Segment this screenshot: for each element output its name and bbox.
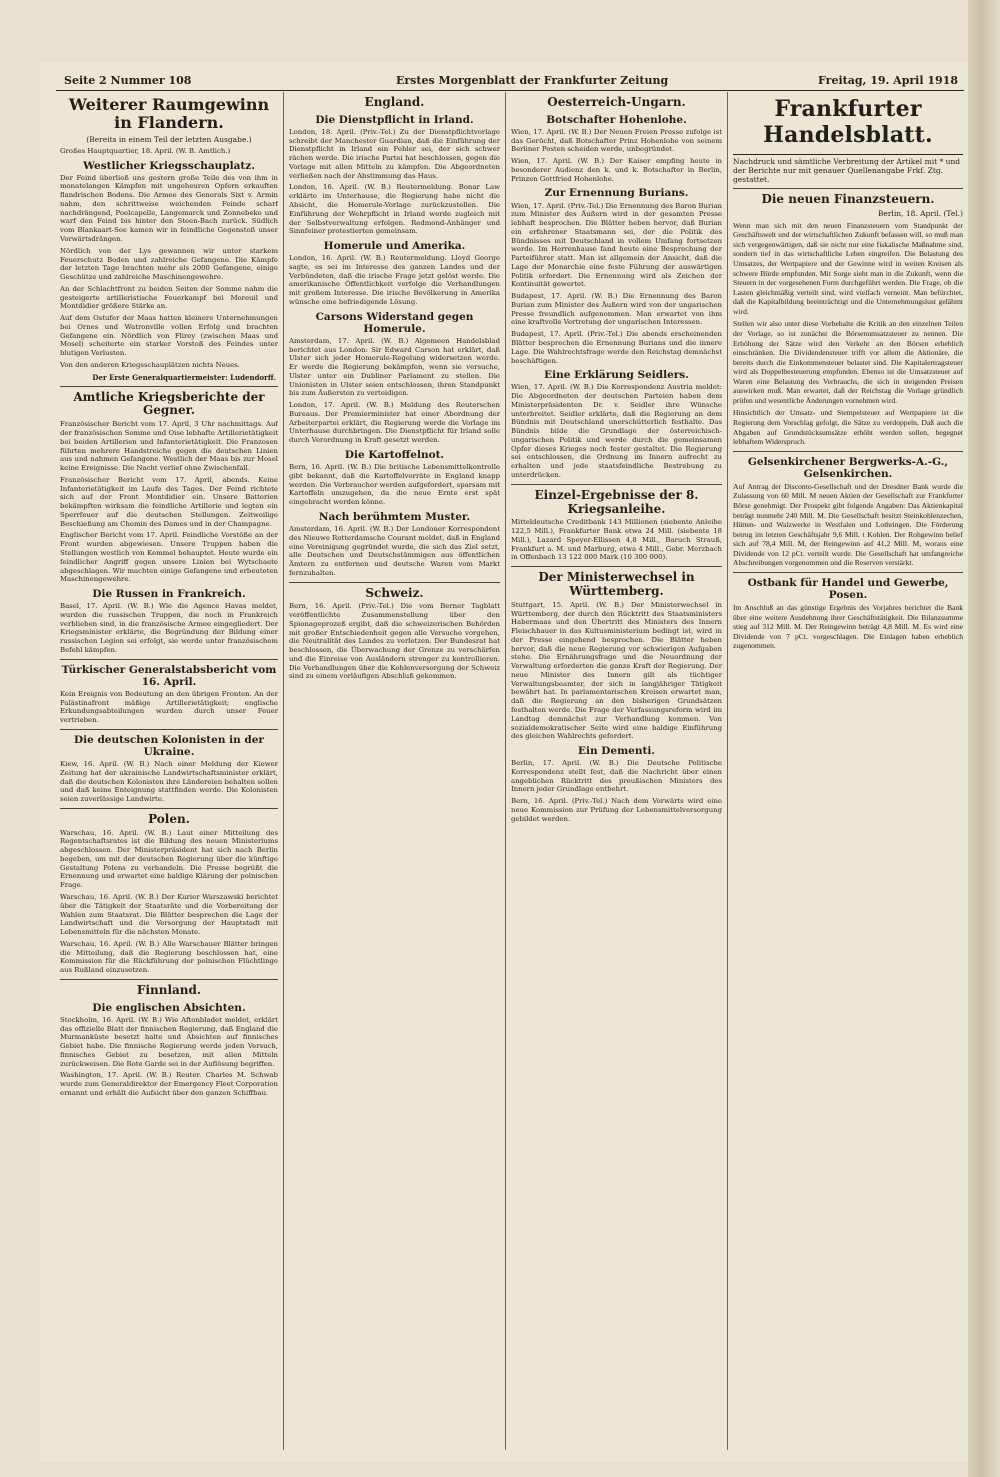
subheading: Die Dienstpflicht in Irland. — [315, 113, 474, 126]
headline: Die neuen Finanzsteuern. — [733, 188, 963, 207]
page-number: Seite 2 Nummer 108 — [64, 74, 192, 87]
page-edge — [968, 0, 1000, 1477]
subheading: Carsons Widerstand gegen Homerule. — [315, 310, 474, 335]
edition-title: Erstes Morgenblatt der Frankfurter Zeitung — [396, 74, 669, 87]
subheading: Ein Dementi. — [578, 745, 655, 758]
paragraph: Stellen wir also unter diese Vorbehalte die Kritik an den einzelnen Teilen der Vorlage, so ist zunächst die Börsenumsatzsteuer zu nennen. Die Erhöhung der Sätze wird den Verkehr an den Börsen erheblich einschränken. Die Dividendensteuer trifft vor allem die Aktionäre, die bereits durch die Einkommensteuer belastet sind. Die Kapitalertragsteuer wird als Doppelbesteuerung empfunden. Ebenso ist die Umsatzsteuer auf Waren eine Belastung des Verbrauchs, die sich in steigenden Preisen auswirken muß. Man erwartet, daß der Reichstag die Vorlage gründlich prüfen und wesentliche Änderungen vornehmen wird. — [733, 319, 963, 405]
paragraph: Auf dem Ostufer der Maas hatten kleinere Unternehmungen bei Ornes und Watronville vollen Erfolg und brachten Gefangene ein. Nördlich von Flirey (zwischen Maas und Mosel) scheiterte ein starker Vorstoß des Feindes unter blutigen Verlusten. — [60, 314, 278, 358]
headline: Einzel-Ergebnisse der 8. Kriegsanleihe. — [511, 484, 722, 517]
paragraph: Auf Antrag der Disconto-Gesellschaft und der Dresdner Bank wurde die Zulassung von 60 Mill. M neuen Aktien der Gesellschaft zur Frankfurter Börse genehmigt. Der Prospekt gibt folgende Angaben: Das Aktienkapital beträgt nunmehr 240 Mill. M. Die Gesellschaft besitzt Steinkohlenzechen, Hütten- und Walzwerke in Westfalen und Lothringen. Die Förderung betrug im letzten Geschäftsjahr 9,6 Mill. t Kohlen. Der Rohgewinn belief sich auf 78,4 Mill. M, der Reingewinn auf 41,2 Mill. M, woraus eine Dividende von 12 pCt. verteilt wurde. Die Gesellschaft hat umfangreiche Abschreibungen vorgenommen und die Reserven verstärkt. — [733, 481, 963, 568]
column-2 — [289, 92, 500, 1452]
dateline: Großes Hauptquartier, 18. April. (W. B. Amtlich.) — [60, 146, 231, 155]
paragraph: London, 18. April. (Priv.-Tel.) Zu der Dienstpflichtvorlage schreibt der Manchester Guardian, daß die Einführung der Dienstpflicht in Irland ein Fehler sei, der sich schwer rächen werde. Die irische Partei hat beschlossen, gegen die Vorlage mit allen Mitteln zu kämpfen. Die Abgeordneten verließen nach der Abstimmung das Haus. — [289, 127, 500, 180]
subheading: Westlicher Kriegsschauplatz. — [83, 159, 255, 172]
subheading: Türkischer Generalstabsbericht vom 16. April. — [60, 659, 278, 688]
paragraph: Im Anschluß an das günstige Ergebnis des Vorjahres berichtet die Bank über eine weitere Ausdehnung ihrer Geschäftstätigkeit. Die Bilanzsumme stieg auf 312 Mill. M. Der Reingewinn beträgt 4,8 Mill. M. Es wird eine Dividende von 7 pCt. vorgeschlagen. Die Einlagen haben erheblich zugenommen. — [733, 603, 963, 651]
paragraph: An der Schlachtfront zu beiden Seiten der Somme nahm die gesteigerte artilleristische Feuerkampf bei Moreuil und Montdidier größere Stärke an. — [60, 284, 278, 311]
subheading: Zur Ernennung Burians. — [544, 187, 689, 200]
paragraph: Budapest, 17. April. (W. B.) Die Ernennung des Baron Burian zum Minister des Äußern wird von der ungarischen Presse freundlich aufgenommen. Man erwartet von ihm eine kraftvolle Vertretung der ungarischen Interessen. — [511, 292, 722, 327]
paragraph: Warschau, 16. April. (W. B.) Alle Warschauer Blätter bringen die Mitteilung, daß die Regierung beschlossen hat, eine Kommission für die Rückführung der polnischen Flüchtlinge aus Rußland einzusetzen. — [60, 939, 278, 975]
issue-date: Freitag, 19. April 1918 — [818, 74, 958, 87]
paragraph: Berlin, 17. April. (W. B.) Die Deutsche Politische Korrespondenz stellt fest, daß die Nachricht über einen angeblichen Rücktritt des preußischen Ministers des Innern jeder Grundlage entbehrt. — [511, 759, 722, 794]
paragraph: Französischer Bericht vom 17. April, abends. Keine Infanterietätigkeit im Laufe des Tages. Der Feind richtete sich auf der Front Montdidier ein. Unsere Batterien bekämpften wirksam die feindliche Artillerie und legten ein Sperrfeuer auf die deutschen Stellungen. Zeitweilige Beschießung am Chemin des Dames und in der Champagne. — [60, 475, 278, 528]
paragraph: Kiew, 16. April. (W. B.) Nach einer Meldung der Kiewer Zeitung hat der ukrainische Landwirtschaftsminister erklärt, daß die deutschen Kolonisten ihre Ländereien behalten sollen und daß keine Enteignung stattfinden werde. Die Kolonisten seien zuverlässige Landwirte. — [60, 760, 278, 804]
column-rule — [283, 92, 284, 1450]
paragraph: Nördlich von der Lys gewannen wir unter starkem Feuerschutz Boden und zahlreiche Gefangene. Die Kämpfe der letzten Tage brachten mehr als 2000 Gefangene, einige Geschütze und zahlreiche Maschinengewehre. — [60, 246, 278, 282]
paragraph: Bern, 16. April. (W. B.) Die britische Lebensmittelkontrolle gibt bekannt, daß die Kartoffelvorräte in England knapp werden. Die Verbraucher werden aufgefordert, sparsam mit Kartoffeln umzugehen, da die neue Ernte erst spät eingebracht werden könne. — [289, 463, 500, 507]
paragraph: Wien, 17. April. (W. B.) Die Korrespondenz Austria meldet: Die Abgeordneten der deutschen Parteien haben dem Ministerpräsidenten Dr. v. Seidler ihre Wünsche unterbreitet. Seidler erklärte, daß die Regierung an dem Bündnis mit Deutschland unerschütterlich festhalte. Das Bündnis bilde die Grundlage der österreichisch-ungarischen Politik und werde durch die gemeinsamen Opfer dieses Krieges noch fester gestaltet. Die Regierung sei entschlossen, die Ordnung im Innern aufrecht zu erhalten und jede staatsfeindliche Bestrebung zu unterdrücken. — [511, 383, 722, 480]
headline: Polen. — [60, 808, 278, 827]
section-masthead: Frankfurter Handelsblatt. — [733, 96, 963, 155]
headline: Weiterer Raumgewinn in Flandern. — [68, 95, 270, 133]
paragraph: Kein Ereignis von Bedeutung an den übrigen Fronten. An der Palästinafront mäßige Artillerietätigkeit; englische Erkundungsabteilungen wurden durch unser Feuer vertrieben. — [60, 689, 278, 725]
paragraph: London, 16. April. (W. B.) Reutermeldung. Lloyd George sagte, es sei im Interesse des ganzen Landes und der Verbündeten, daß die irische Frage jetzt gelöst werde. Die amerikanische Öffentlichkeit verfolge die Verhandlungen mit großem Interesse. Die irische Bevölkerung in Amerika wünsche eine befriedigende Lösung. — [289, 254, 500, 306]
column-rule — [727, 92, 728, 1450]
paragraph: Warschau, 16. April. (W. B.) Der Kurier Warszawski berichtet über die Tätigkeit der Staatsräte und die Vorbereitung der Wahlen zum Staatsrat. Die Blätter besprechen die Lage der Landwirtschaft und die Versorgung der Hauptstadt mit Lebensmitteln für die nächsten Monate. — [60, 893, 278, 937]
paragraph: Washington, 17. April. (W. B.) Reuter. Charles M. Schwab wurde zum Generaldirektor der Emergency Fleet Corporation ernannt und erhält die Aufsicht über den ganzen Schiffbau. — [60, 1071, 278, 1097]
paragraph: Basel, 17. April. (W. B.) Wie die Agence Havas meldet, wurden die russischen Truppen, die noch in Frankreich verblieben sind, in die französische Armee eingegliedert. Der Kriegsminister erklärte, die Begründung der Bildung einer russischen Legion sei erfolgt, sie werde unter französischem Befehl kämpfen. — [60, 602, 278, 654]
paragraph: Budapest, 17. April. (Priv.-Tel.) Die abends erscheinenden Blätter besprechen die Ernennung Burians und die innere Lage. Die Wahlrechtsfrage werde den Reichstag demnächst beschäftigen. — [511, 330, 722, 365]
subheading: Eine Erklärung Seidlers. — [544, 369, 689, 382]
page-header — [56, 72, 964, 91]
headline: Oesterreich-Ungarn. — [547, 95, 686, 109]
paragraph: Mitteldeutsche Creditbank 143 Millionen (siebente Anleihe 122,5 Mill.), Frankfurter Bank etwa 24 Mill. (siebente 18 Mill.), Lazard Speyer-Ellissen 4,8 Mill., Baruch Strauß, Frankfurt a. M. und Marburg, etwa 4 Mill., Gebr. Merzbach in Offenbach 13 122 000 Mark (10 300 000). — [511, 518, 722, 562]
column-4 — [733, 92, 963, 1452]
paragraph: London, 17. April. (W. B.) Meldung des Reuterschen Bureaus. Der Premierminister hat einer Abordnung der Arbeiterpartei erklärt, die Regierung werde die Vorlage im Unterhause durchbringen. Die Dienstpflicht für Irland solle durch Verordnung in Kraft gesetzt werden. — [289, 401, 500, 445]
paragraph: Wenn man sich mit den neuen Finanzsteuern vom Standpunkt der Geschäftswelt und der wirtschaftlichen Zukunft befassen will, so muß man sich vergegenwärtigen, daß sie nicht nur eine fiskalische Maßnahme sind, sondern tief in das wirtschaftliche Leben eingreifen. Die Belastung des Umsatzes, der Wertpapiere und der Gewinne wird in weiten Kreisen als schwere Bürde empfunden. Mit Sorge sieht man in die Zukunft, wenn die Steuern in der vorgesehenen Form durchgeführt werden. Die Frage, ob die Lasten gleichmäßig verteilt sind, wird vielfach verneint. Man befürchtet, daß die Kapitalbildung beeinträchtigt und die Unternehmungslust gelähmt wird. — [733, 220, 963, 316]
paragraph: Englischer Bericht vom 17. April. Feindliche Vorstöße an der Front wurden abgewiesen. Unsere Truppen haben die Stellungen westlich von Kemmel behauptet. Heute wurde ein feindlicher Angriff gegen unsere Linien bei Wytschaete abgeschlagen. Wir machten einige Gefangene und erbeuteten Maschinengewehre. — [60, 531, 278, 584]
paragraph: Hinsichtlich der Umsatz- und Stempelsteuer auf Wertpapiere ist die Regierung dem Vorschlag gefolgt, die Sätze zu verdoppeln. Daß auch die Abgaben auf Grundstücksumsätze erhöht werden sollen, begegnet lebhaftem Widerspruch. — [733, 408, 963, 447]
paragraph: Stuttgart, 15. April. (W. B.) Der Ministerwechsel in Württemberg, der durch den Rücktritt des Staatsministers Habermaas und den Übertritt des Ministers des Innern Fleischhauer in das Kultusministerium bedingt ist, wird in der Presse eingehend besprochen. Die Blätter heben hervor, daß die neue Regierung vor schwierigen Aufgaben stehe. Die Ernährungsfrage und die Neuordnung der Verwaltung erforderten die ganze Kraft der Regierung. Der neue Minister des Innern gilt als tüchtiger Verwaltungsbeamter, der sich in langjähriger Tätigkeit bewährt hat. In parlamentarischen Kreisen erwartet man, daß die Regierung an den bisherigen Grundsätzen festhalten werde. Die Frage der Verfassungsreform wird im Landtag demnächst zur Verhandlung kommen. Von sozialdemokratischer Seite wird eine baldige Einführung des gleichen Wahlrechts gefordert. — [511, 600, 722, 741]
subheading: Botschafter Hohenlohe. — [546, 113, 687, 126]
column-3 — [511, 92, 722, 1452]
subheading: Die deutschen Kolonisten in der Ukraine. — [60, 729, 278, 758]
subheading: Die Russen in Frankreich. — [92, 588, 246, 601]
paragraph: Bern, 16. April. (Priv.-Tel.) Die vom Berner Tagblatt veröffentlichte Zusammenstellung über den Spionageprozeß ergibt, daß die schweizerischen Behörden mit großer Entschiedenheit gegen alle Versuche vorgehen, die Neutralität des Landes zu verletzen. Der Bundesrat hat beschlossen, die Überwachung der Grenze zu verschärfen und die Einreise von Ausländern strenger zu kontrollieren. Die Verhandlungen über die Kohlenversorgung der Schweiz sind zu einem vorläufigen Abschluß gekommen. — [289, 602, 500, 681]
subheading: Nach berühmtem Muster. — [318, 510, 471, 523]
subheading: Die englischen Absichten. — [92, 1001, 246, 1014]
headline: Finnland. — [60, 979, 278, 998]
subheading: Ostbank für Handel und Gewerbe, Posen. — [733, 572, 963, 601]
signature: Der Erste Generalquartiermeister: Ludendorff. — [92, 372, 276, 382]
paragraph: Der Feind überließ uns gestern große Teile des von ihm in monatelangen Kämpfen mit ungeheuren Opfern erkauften flandrischen Bodens. Die Armee des Generals Sixt v. Armin nahm, den schrittweise weichenden Feinde scharf nachdrängend, Poelcapelle, Langemarck und Zonnebeke und warf den Feind bis hinter den Steen-Bach zurück. Südlich vom Blankaart-See kamen wir in feindliche Gegenstoß unser Vorwärtsdrängen. — [60, 173, 278, 243]
paragraph: Stockholm, 16. April. (W. B.) Wie Aftonbladet meldet, erklärt das offizielle Blatt der finnischen Regierung, daß England die Murmanküste besetzt halte und Absichten auf finnisches Gebiet habe. Die finnische Regierung werde jeden Versuch, finnisches Gebiet zu besetzen, mit allen Mitteln zurückweisen. Die Rote Garde sei in der Auflösung begriffen. — [60, 1015, 278, 1068]
headline: Der Ministerwechsel in Württemberg. — [511, 566, 722, 599]
paragraph: Wien, 17. April. (W. B.) Der Kaiser empfing heute in besonderer Audienz den k. und k. Botschafter in Berlin, Prinzen Gottfried Hohenlohe. — [511, 157, 722, 183]
paragraph: Warschau, 16. April. (W. B.) Laut einer Mitteilung des Regentschaftsrates ist die Bildung des neuen Ministeriums abgeschlossen. Der Ministerpräsident hat sich nach Berlin begeben, um mit der deutschen Regierung über die künftige Gestaltung Polens zu verhandeln. Die Presse begrüßt die Ernennung und erwartet eine baldige Klärung der polnischen Frage. — [60, 828, 278, 890]
subheading: Die Kartoffelnot. — [344, 449, 445, 462]
paragraph: Bern, 16. April. (Priv.-Tel.) Nach dem Vorwärts wird eine neue Kommission zur Prüfung der Lebensmittelversorgung gebildet werden. — [511, 797, 722, 823]
paragraph: Amsterdam, 16. April. (W. B.) Der Londoner Korrespondent des Nieuwe Rotterdamsche Courant meldet, daß in England eine Vereinigung gegründet wurde, die sich das Ziel setzt, alle Deutschen und Deutschstämmigen aus öffentlichen Ämtern zu entfernen und deutsche Waren vom Markt fernzuhalten. — [289, 524, 500, 577]
note: (Bereits in einem Teil der letzten Ausgabe.) — [86, 134, 252, 144]
column-rule — [505, 92, 506, 1450]
headline: England. — [364, 95, 425, 109]
note: Nachdruck und sämtliche Verbreitung der Artikel mit * und der Berichte nur mit genauer Quellenangabe Frkf. Ztg. gestattet. — [733, 157, 961, 184]
subheading: Gelsenkirchener Bergwerks-A.-G., Gelsenkirchen. — [733, 451, 963, 480]
subheading: Homerule und Amerika. — [323, 240, 466, 253]
paragraph: Von den anderen Kriegsschauplätzen nichts Neues. — [60, 360, 240, 369]
column-1 — [60, 92, 278, 1452]
headline: Amtliche Kriegsberichte der Gegner. — [60, 386, 278, 419]
paragraph: Wien, 17. April. (Priv.-Tel.) Die Ernennung des Baron Burian zum Minister des Äußern wird in der gesamten Presse lebhaft besprochen. Die Blätter heben hervor, daß Burian ein erfahrener Staatsmann sei, der die Politik des Bündnisses mit Deutschland in vollem Umfang fortsetzen werde. Im Herrenhause fand heute eine Besprechung der Parteiführer statt. Man ist allgemein der Ansicht, daß die Lage der Monarchie eine feste Führung der auswärtigen Politik erfordert. Die Ernennung wird als Zeichen der Kontinuität gewertet. — [511, 201, 722, 289]
paragraph: Amsterdam, 17. April. (W. B.) Algemeen Handelsblad berichtet aus London: Sir Edward Carson hat erklärt, daß Ulster sich jeder Homerule-Regelung widersetzen werde. Er werde die Regierung bekämpfen, wenn sie versuche, Ulster unter ein Dubliner Parlament zu stellen. Die Unionisten in Ulster seien entschlossen, ihren Standpunkt bis zum Äußersten zu verteidigen. — [289, 336, 500, 398]
paragraph: Wien, 17. April. (W. B.) Der Neuen Freien Presse zufolge ist das Gerücht, daß Botschafter Prinz Hohenlohe von seinem Berliner Posten scheiden werde, unbegründet. — [511, 127, 722, 154]
headline: Schweiz. — [289, 582, 500, 601]
dateline: Berlin, 18. April. (Tel.) — [877, 208, 963, 218]
paragraph: London, 16. April. (W. B.) Reutermeldung. Bonar Law erklärte im Unterhause, die Regierung habe nicht die Absicht, die Homerule-Vorlage zurückzustellen. Die Einführung der Wehrpflicht in Irland werde zugleich mit der Selbstverwaltung erfolgen. Redmond-Anhänger und Sinnfeiner protestierten gemeinsam. — [289, 183, 500, 236]
paragraph: Französischer Bericht vom 17. April, 3 Uhr nachmittags. Auf der französischen Somme und Oise lebhafte Artillerietätigkeit bei beiden Artillerien und Infanterietätigkeit. Die Franzosen führten mehrere Handstreiche gegen die deutschen Linien aus und nahmen Gefangene. Westlich der Maas bis zur Mosel keine Ereignisse. Die Nacht verlief ohne Zwischenfall. — [60, 420, 278, 473]
